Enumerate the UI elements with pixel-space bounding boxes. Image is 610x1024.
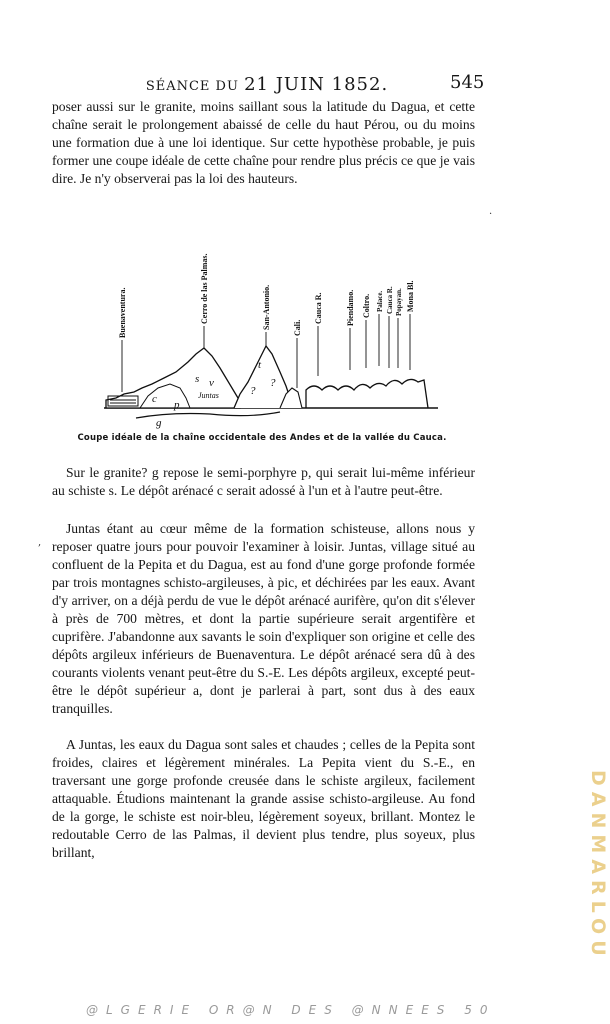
label-mona-bl: Mona Bl.	[406, 280, 415, 312]
label-coltro: Coltro.	[362, 293, 371, 318]
cauca-valley-ridge	[306, 379, 428, 408]
page-number: 545	[450, 72, 485, 93]
label-cauca-river-2: Cauca R.	[386, 286, 394, 314]
footer-watermark: @LGERIE OR@N DES @NNEES 50	[86, 1003, 496, 1017]
label-piendamo: Piendamo.	[346, 289, 355, 326]
geological-cross-section	[100, 222, 440, 430]
letter-question: ?	[250, 385, 256, 397]
margin-mark: .	[489, 206, 493, 217]
paragraph-1: poser aussi sur le granite, moins saillant sous la latitude du Dagua, et cette chaîne serait le prolongement abaissé de celle du haut Pérou, ou du moins une formation due à une loi identique. Sur cette hypothèse probable, je puis former une coupe idéale de cette chaîne pour rendre plus précis ce que je vais dire. Je n'y observerai pas la loi des hauteurs.	[52, 99, 475, 186]
label-cauca-river: Cauca R.	[314, 292, 323, 324]
margin-mark: ,	[38, 537, 42, 548]
letter-s: s	[195, 373, 200, 385]
header-date: 21 JUIN 1852.	[244, 74, 389, 95]
header-title: SÉANCE DU	[145, 79, 239, 94]
letter-c: c	[152, 393, 157, 405]
cerro-palmas-mountain	[106, 348, 240, 408]
figure-caption: Coupe idéale de la chaîne occidentale des Andes et de la vallée du Cauca.	[77, 433, 447, 443]
label-palace: Palace.	[376, 290, 384, 312]
label-buenaventura: Buenaventura.	[118, 287, 127, 338]
letter-t: t	[258, 359, 262, 371]
label-popayan: Popayan.	[395, 288, 403, 316]
paragraph-3: Juntas étant au cœur même de la formation schisteuse, allons nous y reposer quatre jours pour pouvoir l'examiner à loisir. Juntas, village situé au confluent de la Pepita et du Dagua, est au fond d'une gorge profonde formée par trois montagnes schisto-argileuses, à pic, et déchirées par les eaux. Avant d'y arriver, on a déjà perdu de vue le dépôt arénacé aurifère, qu'on dit s'élever à près de 700 mètres, et dont la partie supérieure serait argentifère et cuprifère. J'abandonne aux savants le soin d'expliquer son origine et celle des dépôts argileux inférieurs de Buenaventura. Le dépôt arénacé sera dû à des courants violents venant peut-être du S.-E. Les dépôts argileux, excepté peut-être le dépôt supérieur a, dont je parlerai à part, sont dus à des eaux tranquilles.	[52, 521, 475, 716]
letter-v: v	[209, 377, 214, 389]
letter-p: p	[174, 399, 180, 411]
letter-g: g	[156, 417, 162, 429]
library-stamp: DANMARLOU	[587, 770, 609, 962]
paragraph-2: Sur le granite? g repose le semi-porphyre p, qui serait lui-même inférieur au schiste s. Le dépôt arénacé c serait adossé à l'un et à l'autre peut-être.	[52, 465, 475, 498]
running-header	[52, 72, 485, 95]
label-san-antonio: San-Antonio.	[262, 284, 271, 330]
paragraph-4: A Juntas, les eaux du Dagua sont sales et chaudes ; celles de la Pepita sont froides, claires et légèrement minérales. La Pepita vient du S.-E., en traversant une gorge profonde creusée dans le schiste argileux, facilement attaquable. Étudions maintenant la grande assise schisto-argileuse. Au fond de la gorge, le schiste est noir-bleu, légèrement soyeux, brillant. Montez le redoutable Cerro de las Palmas, il devient plus tendre, plus soyeux, plus brillant,	[52, 737, 475, 860]
label-juntas: Juntas	[198, 391, 219, 400]
letter-question: ?	[270, 377, 276, 389]
label-cali: Cali.	[293, 319, 302, 336]
label-cerro-palmas: Cerro de las Palmas.	[200, 253, 209, 324]
